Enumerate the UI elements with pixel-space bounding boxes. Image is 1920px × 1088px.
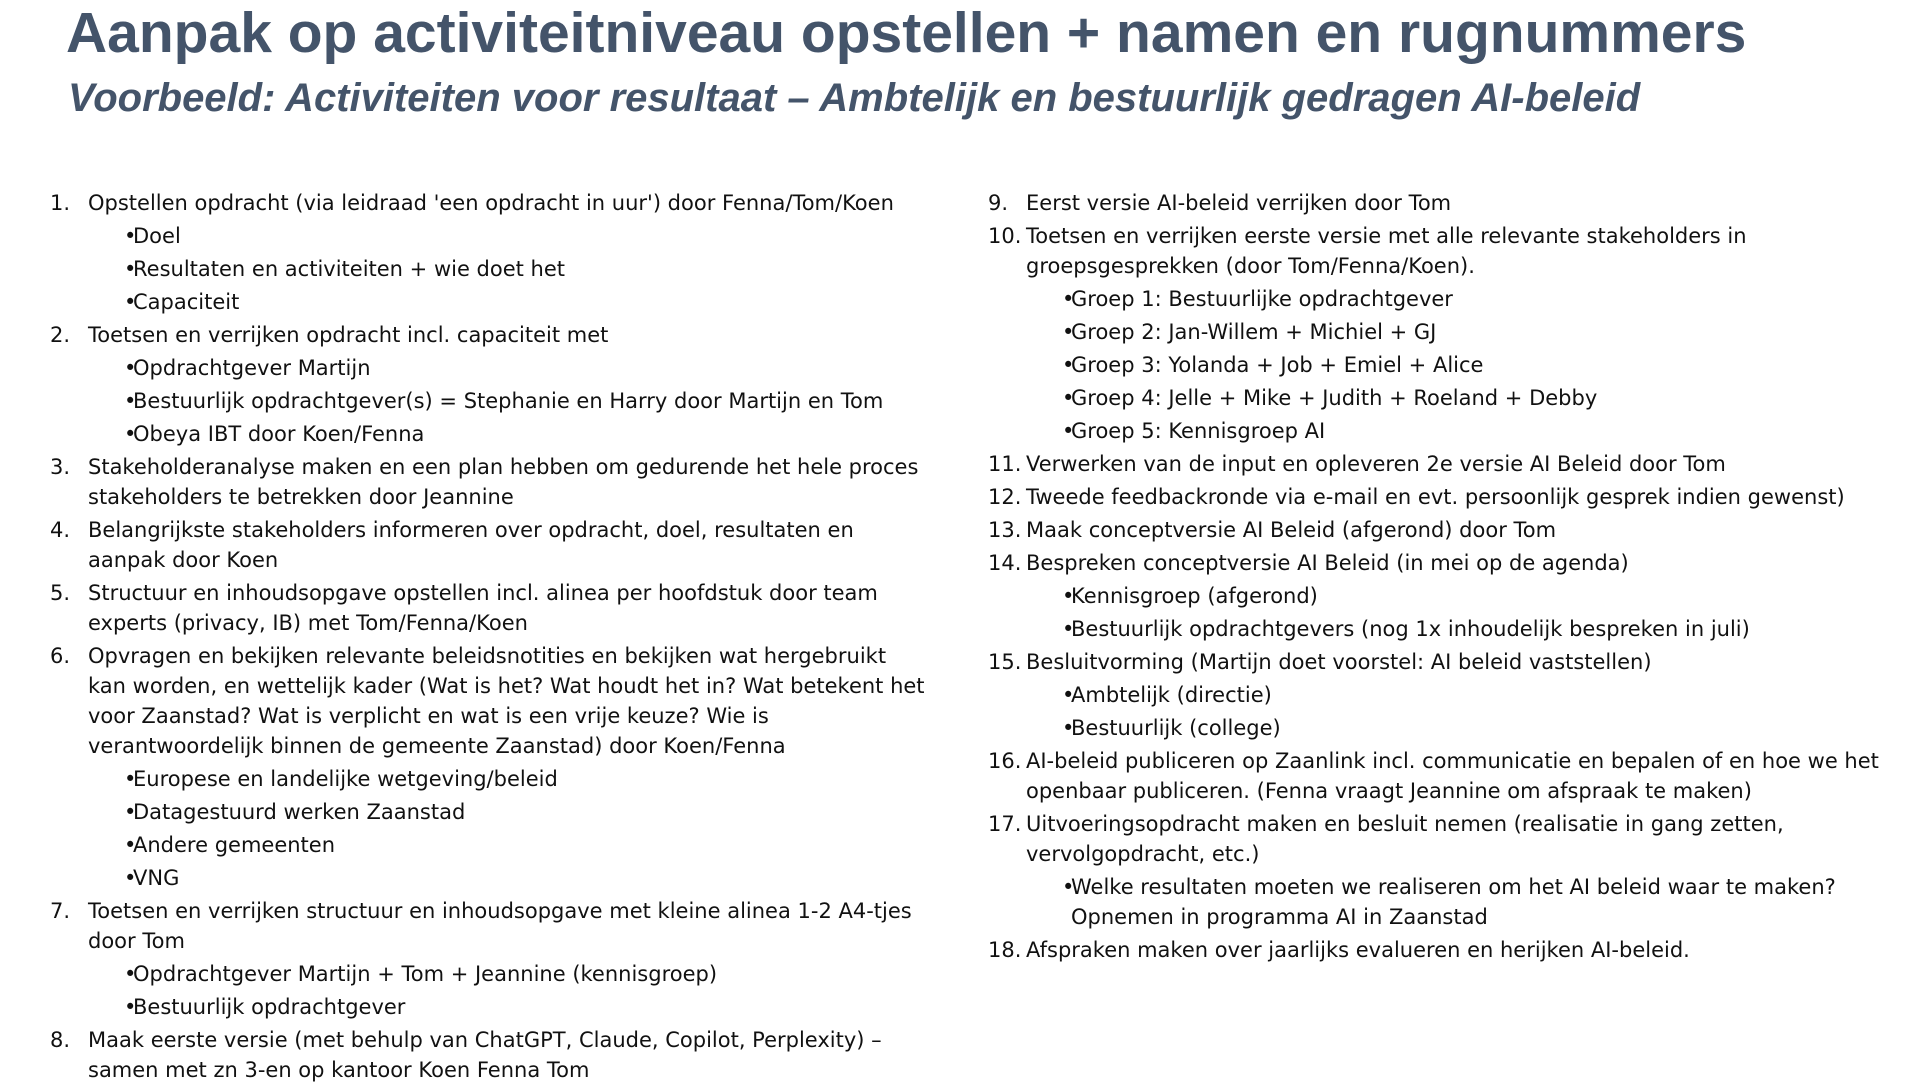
activity-subitem-text: Capaciteit [133, 290, 240, 314]
activity-number: 16. [988, 749, 1022, 773]
activity-number: 8. [50, 1028, 71, 1052]
activity-subitem [124, 959, 930, 989]
activity-text: Opvragen en bekijken relevante beleidsnotities en bekijken wat hergebruikt kan worden, en wettelijk kader (Wat is het? Wat houdt het in? Wat betekent het voor Zaanstad? Wat is verplicht en wat is een vrije keuze? Wie is verantwoordelijk binnen de gemeente Zaanstad) door Koen/Fenna [88, 644, 925, 758]
activity-subitem [1062, 416, 1888, 446]
activity-subitem [124, 830, 930, 860]
activity-subitem [124, 764, 930, 794]
bullet-icon: • [1062, 353, 1075, 377]
activity-text: Stakeholderanalyse maken en een plan hebben om gedurende het hele proces stakeholders te betrekken door Jeannine [88, 455, 919, 509]
bullet-icon: • [1062, 386, 1075, 410]
activity-number: 11. [988, 452, 1022, 476]
activity-item [988, 809, 1888, 869]
activity-item [988, 188, 1888, 218]
activity-text: Bespreken conceptversie AI Beleid (in mei op de agenda) [1026, 551, 1629, 575]
activity-text: Toetsen en verrijken eerste versie met alle relevante stakeholders in groepsgesprekken (door Tom/Fenna/Koen). [1026, 224, 1747, 278]
bullet-icon: • [124, 224, 137, 248]
bullet-icon: • [1062, 716, 1075, 740]
activity-text: Maak eerste versie (met behulp van ChatGPT, Claude, Copilot, Perplexity) – samen met zn 3-en op kantoor Koen Fenna Tom [88, 1028, 882, 1082]
activity-number: 1. [50, 191, 71, 215]
bullet-icon: • [124, 257, 137, 281]
activity-item [50, 452, 930, 512]
bullet-icon: • [1062, 287, 1075, 311]
activity-text: Belangrijkste stakeholders informeren over opdracht, doel, resultaten en aanpak door Koen [88, 518, 854, 572]
activity-item [50, 578, 930, 638]
activity-text: Verwerken van de input en opleveren 2e versie AI Beleid door Tom [1026, 452, 1726, 476]
activity-item [988, 449, 1888, 479]
activity-number: 12. [988, 485, 1022, 509]
activity-number: 9. [988, 191, 1009, 215]
activity-subitem [1062, 680, 1888, 710]
slide-title: Aanpak op activiteitniveau opstellen + namen en rugnummers [66, 1, 1747, 65]
activity-subitem-text: Opdrachtgever Martijn [133, 356, 371, 380]
activity-subitem-text: Bestuurlijk opdrachtgevers (nog 1x inhoudelijk bespreken in juli) [1071, 617, 1750, 641]
activity-number: 6. [50, 644, 71, 668]
bullet-icon: • [1062, 320, 1075, 344]
activity-subitem-text: Bestuurlijk (college) [1071, 716, 1281, 740]
bullet-icon: • [124, 767, 137, 791]
activity-subitem-text: Bestuurlijk opdrachtgever(s) = Stephanie en Harry door Martijn en Tom [133, 389, 884, 413]
bullet-icon: • [124, 962, 137, 986]
activity-subitem [124, 353, 930, 383]
right-activity-list [988, 188, 1888, 968]
activity-subitem-text: Groep 4: Jelle + Mike + Judith + Roeland + Debby [1071, 386, 1598, 410]
bullet-icon: • [1062, 683, 1075, 707]
activity-subitem-text: VNG [133, 866, 180, 890]
activity-item [50, 641, 930, 761]
activity-subitem-text: Welke resultaten moeten we realiseren om het AI beleid waar te maken? Opnemen in programma AI in Zaanstad [1071, 875, 1836, 929]
activity-subitem [1062, 383, 1888, 413]
activity-subitem [1062, 284, 1888, 314]
activity-number: 18. [988, 938, 1022, 962]
activity-subitem-text: Kennisgroep (afgerond) [1071, 584, 1318, 608]
activity-item [50, 896, 930, 956]
activity-subitem-text: Groep 3: Yolanda + Job + Emiel + Alice [1071, 353, 1484, 377]
activity-number: 2. [50, 323, 71, 347]
activity-subitem-text: Resultaten en activiteiten + wie doet het [133, 257, 566, 281]
activity-item [50, 515, 930, 575]
activity-item [988, 221, 1888, 281]
bullet-icon: • [124, 866, 137, 890]
activity-subitem [124, 797, 930, 827]
activity-subitem [1062, 581, 1888, 611]
activity-number: 4. [50, 518, 71, 542]
left-activity-list [50, 188, 930, 1088]
activity-subitem-text: Opdrachtgever Martijn + Tom + Jeannine (kennisgroep) [133, 962, 718, 986]
bullet-icon: • [1062, 584, 1075, 608]
activity-text: Uitvoeringsopdracht maken en besluit nemen (realisatie in gang zetten, vervolgopdracht, etc.) [1026, 812, 1784, 866]
activity-subitem-text: Andere gemeenten [133, 833, 336, 857]
bullet-icon: • [1062, 419, 1075, 443]
activity-subitem-text: Ambtelijk (directie) [1071, 683, 1272, 707]
activity-item [988, 746, 1888, 806]
activity-subitem-text: Bestuurlijk opdrachtgever [133, 995, 406, 1019]
activity-subitem-text: Groep 1: Bestuurlijke opdrachtgever [1071, 287, 1453, 311]
activity-subitem [124, 221, 930, 251]
bullet-icon: • [124, 995, 137, 1019]
bullet-icon: • [1062, 617, 1075, 641]
activity-text: Structuur en inhoudsopgave opstellen incl. alinea per hoofdstuk door team experts (privacy, IB) met Tom/Fenna/Koen [88, 581, 878, 635]
activity-text: Toetsen en verrijken opdracht incl. capaciteit met [88, 323, 609, 347]
activity-number: 15. [988, 650, 1022, 674]
activity-item [50, 1025, 930, 1085]
activity-subitem-text: Groep 5: Kennisgroep AI [1071, 419, 1326, 443]
activity-subitem-text: Groep 2: Jan-Willem + Michiel + GJ [1071, 320, 1437, 344]
activity-text: Eerst versie AI-beleid verrijken door Tom [1026, 191, 1452, 215]
slide-subtitle: Voorbeeld: Activiteiten voor resultaat – Ambtelijk en bestuurlijk gedragen AI-beleid [68, 76, 1641, 120]
activity-item [988, 647, 1888, 677]
bullet-icon: • [124, 389, 137, 413]
activity-subitem-text: Doel [133, 224, 181, 248]
activity-number: 7. [50, 899, 71, 923]
activity-number: 13. [988, 518, 1022, 542]
activity-text: Tweede feedbackronde via e-mail en evt. persoonlijk gesprek indien gewenst) [1026, 485, 1845, 509]
activity-subitem-text: Europese en landelijke wetgeving/beleid [133, 767, 558, 791]
activity-number: 14. [988, 551, 1022, 575]
activity-item [50, 320, 930, 350]
activity-subitem-text: Datagestuurd werken Zaanstad [133, 800, 466, 824]
activity-text: AI-beleid publiceren op Zaanlink incl. communicatie en bepalen of en hoe we het openbaar publiceren. (Fenna vraagt Jeannine om afspraak te maken) [1026, 749, 1879, 803]
activity-text: Besluitvorming (Martijn doet voorstel: AI beleid vaststellen) [1026, 650, 1652, 674]
activity-subitem [1062, 614, 1888, 644]
activity-subitem [124, 863, 930, 893]
activity-subitem [124, 254, 930, 284]
activity-subitem [124, 287, 930, 317]
activity-number: 3. [50, 455, 71, 479]
activity-item [50, 188, 930, 218]
activity-subitem [124, 419, 930, 449]
bullet-icon: • [124, 833, 137, 857]
bullet-icon: • [124, 800, 137, 824]
activity-number: 17. [988, 812, 1022, 836]
activity-item [988, 935, 1888, 965]
activity-subitem [1062, 350, 1888, 380]
activity-text: Opstellen opdracht (via leidraad 'een opdracht in uur') door Fenna/Tom/Koen [88, 191, 894, 215]
activity-number: 10. [988, 224, 1022, 248]
bullet-icon: • [124, 290, 137, 314]
bullet-icon: • [124, 356, 137, 380]
activity-text: Toetsen en verrijken structuur en inhoudsopgave met kleine alinea 1-2 A4-tjes door Tom [88, 899, 912, 953]
activity-subitem [1062, 872, 1888, 932]
activity-subitem [1062, 317, 1888, 347]
bullet-icon: • [124, 422, 137, 446]
activity-item [988, 482, 1888, 512]
activity-subitem [124, 386, 930, 416]
activity-item [988, 548, 1888, 578]
activity-subitem-text: Obeya IBT door Koen/Fenna [133, 422, 425, 446]
activity-text: Afspraken maken over jaarlijks evalueren en herijken AI-beleid. [1026, 938, 1690, 962]
activity-text: Maak conceptversie AI Beleid (afgerond) door Tom [1026, 518, 1557, 542]
activity-item [988, 515, 1888, 545]
activity-subitem [124, 992, 930, 1022]
bullet-icon: • [1062, 875, 1075, 899]
activity-number: 5. [50, 581, 71, 605]
activity-subitem [1062, 713, 1888, 743]
